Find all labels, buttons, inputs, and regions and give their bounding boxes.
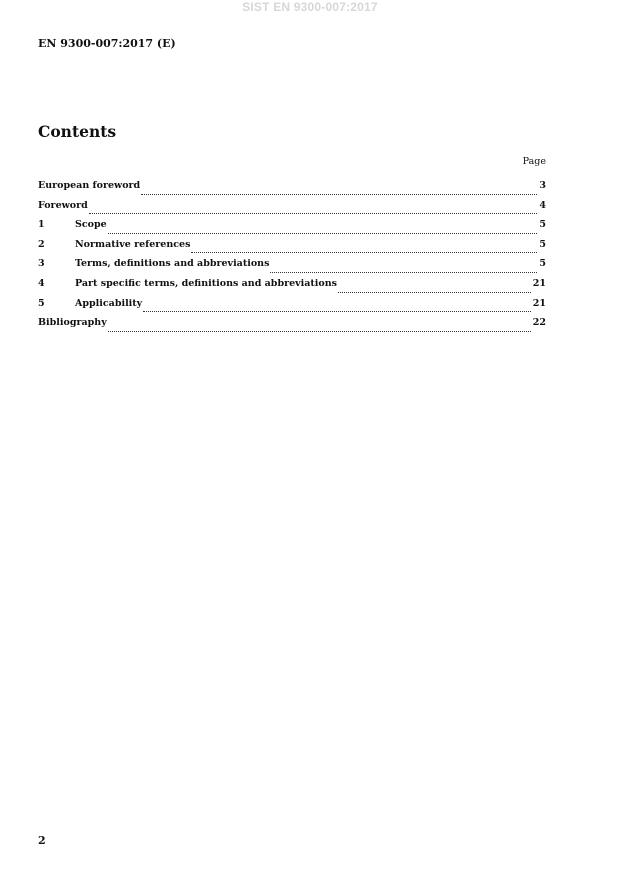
toc-entry-european-foreword[interactable]: [38, 180, 546, 200]
toc-leader-dots: [108, 232, 538, 234]
toc-entry-title: Bibliography: [38, 317, 107, 329]
toc-entry-page: 5: [539, 219, 546, 231]
document-id-header: EN 9300-007:2017 (E): [38, 37, 176, 50]
toc-entry-page: 5: [539, 238, 546, 250]
toc-entry-number: 4: [38, 277, 45, 289]
toc-entry-bibliography[interactable]: [38, 317, 546, 337]
toc-entry-terms-definitions[interactable]: [38, 258, 546, 278]
toc-entry-part-specific-terms[interactable]: [38, 278, 546, 298]
toc-leader-dots: [338, 291, 531, 293]
toc-entry-page: 5: [539, 258, 546, 270]
toc-entry-number: 3: [38, 258, 45, 270]
toc-entry-normative-references[interactable]: [38, 239, 546, 259]
toc-entry-page: 4: [539, 199, 546, 211]
page-number: 2: [38, 834, 46, 847]
toc-entry-title: Scope: [75, 219, 107, 231]
toc-leader-dots: [270, 271, 537, 273]
toc-entry-number: 2: [38, 238, 45, 250]
toc-entry-title: Applicability: [75, 297, 143, 309]
toc-leader-dots: [191, 251, 537, 253]
toc-entry-title: Normative references: [75, 238, 191, 250]
table-of-contents: [38, 180, 546, 337]
toc-entry-page: 3: [539, 180, 546, 191]
toc-entry-scope[interactable]: [38, 219, 546, 239]
toc-entry-applicability[interactable]: [38, 298, 546, 318]
watermark: SIST EN 9300-007:2017: [242, 0, 378, 14]
toc-entry-number: 5: [38, 297, 45, 309]
toc-leader-dots: [108, 330, 531, 332]
toc-entry-title: Foreword: [38, 199, 88, 211]
contents-heading: Contents: [38, 122, 117, 141]
toc-entry-number: 1: [38, 219, 45, 231]
toc-entry-page: 22: [532, 317, 546, 329]
toc-leader-dots: [141, 193, 537, 195]
toc-entry-title: Terms, definitions and abbreviations: [75, 258, 270, 270]
toc-leader-dots: [89, 212, 538, 214]
toc-leader-dots: [143, 310, 531, 312]
toc-entry-foreword[interactable]: [38, 200, 546, 220]
toc-entry-page: 21: [532, 277, 546, 289]
toc-entry-title: Part specific terms, definitions and abbreviations: [75, 277, 338, 289]
page-column-label: Page: [522, 156, 546, 167]
toc-entry-title: European foreword: [38, 180, 141, 191]
toc-entry-page: 21: [532, 297, 546, 309]
